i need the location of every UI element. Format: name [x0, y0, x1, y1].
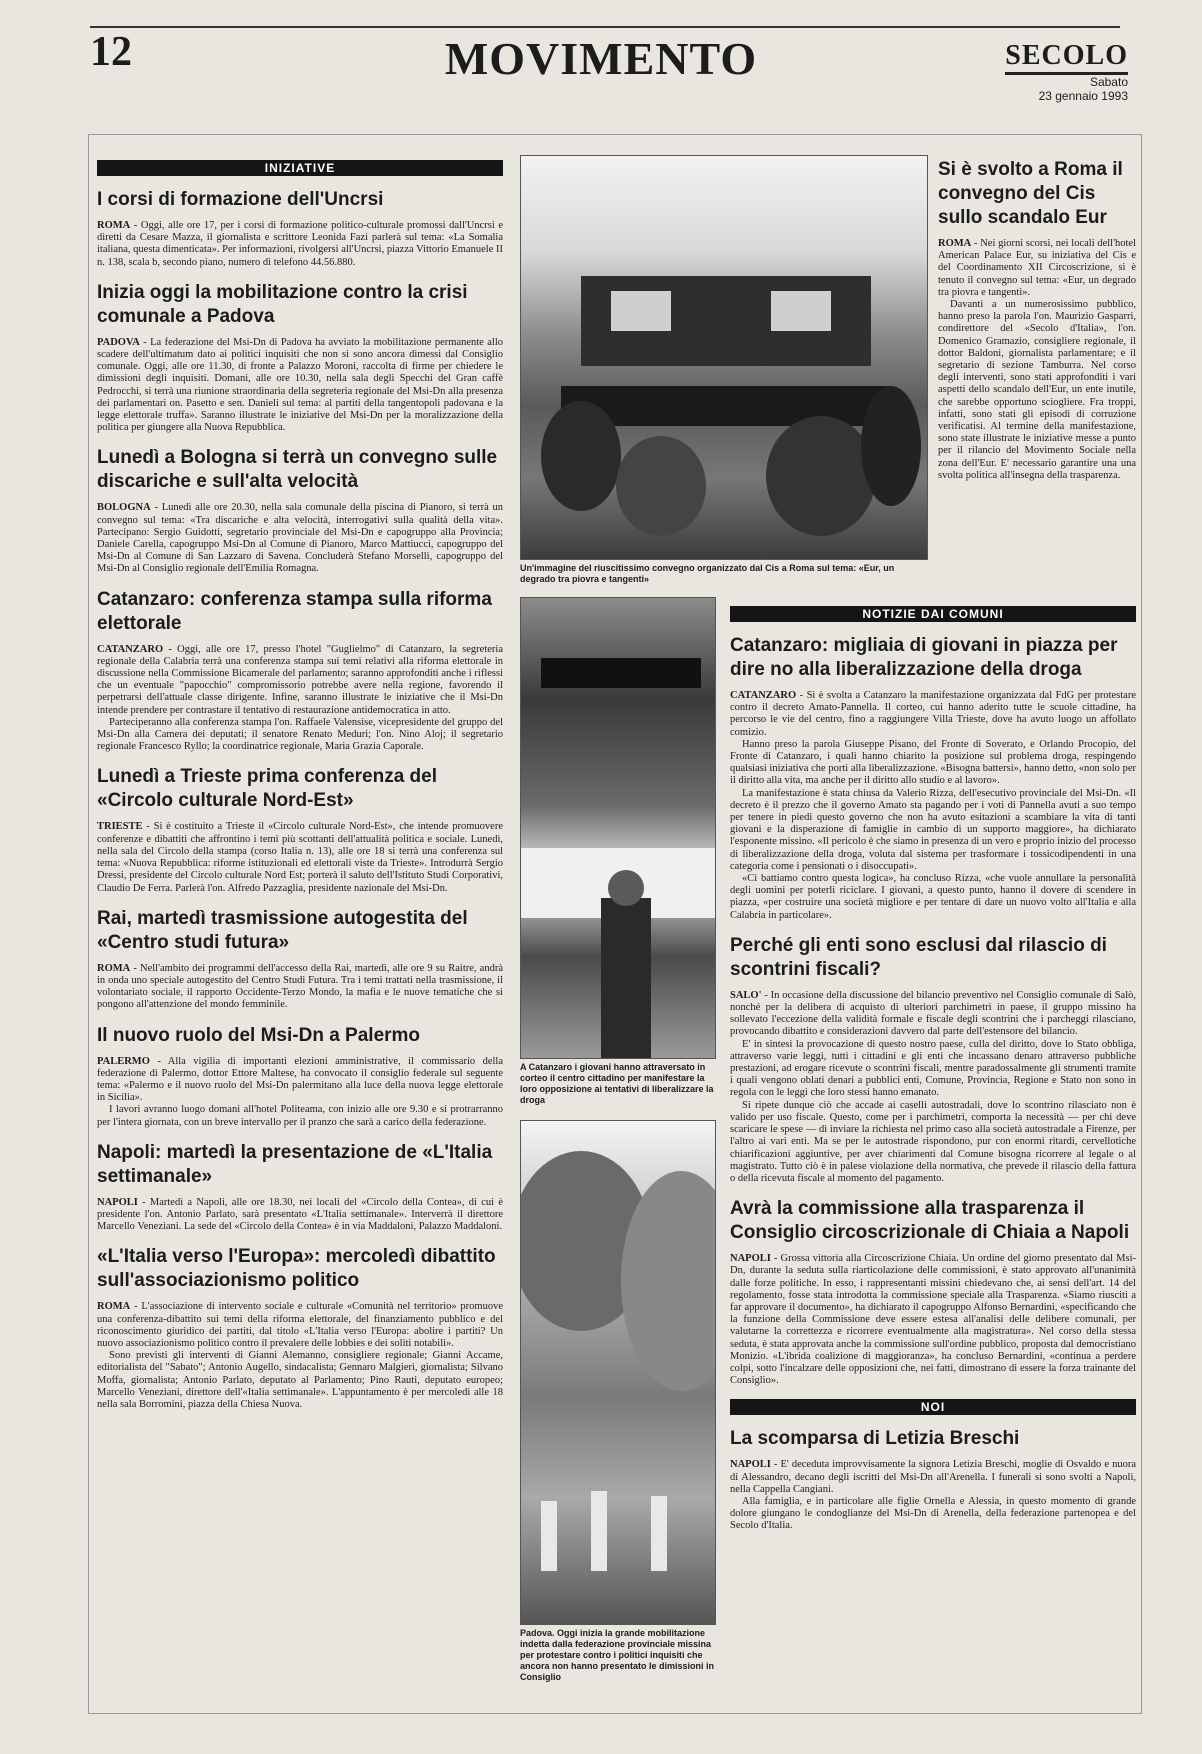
article-text: Nell'ambito dei programmi dell'accesso della Rai, martedì, alle ore 9 su Raitre, andrà in onda uno speciale autogestito del Centro Studi Futura. Tra i temi trattati nella trasmissione, il volontariato sociale, il rapporto Occidente-Terzo Mondo, la mafia e le nuove tematiche che si pongono all'attenzione del mondo femminile. — [97, 962, 503, 1011]
section-kicker: NOTIZIE DAI COMUNI — [730, 606, 1136, 622]
article-text: Si è svolta a Catanzaro la manifestazione organizzata dal FdG per protestare contro il decreto Amato-Pannella. Il corteo, cui hanno aderito tutte le scuole cittadine, ha percorso le vie del centro, fino a raggiungere Villa Trieste, dove ha avuto luogo un affollato comizio. — [730, 690, 1136, 738]
article-text: Si è costituito a Trieste il «Circolo culturale Nord-Est», che intende promuovere conferenze e dibattiti che affrontino i temi più scottanti dell'attualità politica e sociale. Lunedì, nella sala del Circolo della stampa (corso Italia n. 13), alle ore 18 si terrà una conferenza sul tema: «Nuova Repubblica: riforme istituzionali ed elettorali viste da Trieste». Introdurrà Sergio Dressi, presidente del Circolo culturale Nord Est; porterà il saluto dell'Istituto Studi Corporativi, Claudio De Ferra. Parlerà l'on. Alfredo Pazzaglia, presidente nazionale del Msi-Dn. — [97, 821, 504, 894]
article-body: SALO' - In occasione della discussione del bilancio preventivo nel Consiglio comunale di Salò, nonché per la delibera di acquisto di ulteriori parchimetri in paese, il gruppo missino ha sollevato l'eccezione della validità formale e fiscale degli scontrini che i parcheggi rilasciano, provocando dibattito e considerazioni davvero dal parte dell'estensore del bilancio. E' in sintesi la provocazione di questo nostro paese, culla del diritto, dove lo Stato obbliga, attraverso varie leggi, tutti i cittadini e gli enti che incassano denaro attraverso pubbliche prestazioni, ad erogare ricevute o scontrini fiscali, mentre paradossalmente gli strumenti tramite i quali vengono oblati denari a pubblici enti, Comune, Provincia, Regione e Stato non sono in regola con le leggi che loro stessi hanno emanato. Si ripete dunque ciò che accade ai caselli autostradali, dove lo scontrino rilasciato non è valido per uso fiscale. Questo, come per i parchimetri, comporta la necessità — per chi deve scaricare le spese — di inviare la richiesta nel primo caso alla società autostradale a Firenze, per l'altro ai vari enti. Ma se per le autostrade rispondono, pur con enormi ritardi, cervellotiche chiarificazioni aggiuntive, per aver chiarimenti dal Comune bisogna ricorrere al legale o al magistrato. Tutto ciò è in palese violazione della normativa, che prevede il rilascio della fattura o della ricevuta fiscale al momento del pagamento. — [730, 989, 1136, 1184]
headline: Perché gli enti sono esclusi dal rilascio di scontrini fiscali? — [730, 934, 1107, 980]
masthead — [1005, 40, 1128, 103]
article-body: ROMA - Nei giorni scorsi, nei locali dell'hotel American Palace Eur, su iniziativa del Cis e del Coordinamento XII Circoscrizione, si è tenuto il convegno sul tema: «Eur, un degrado tra piovra e tangenti». Davanti a un numerosissimo pubblico, hanno preso la parola l'on. Maurizio Gasparri, condirettore del «Secolo d'Italia», l'on. Domenico Gramazio, consigliere regionale, il dottor Baldoni, giornalista parlamentare; e il segretario di sezione Tamburra. Nel corso degli interventi, sono stati approfonditi i vari aspetti dello scandalo dell'Eur, un ente inutile, che sarebbe opportuno sciogliere. Fra troppi, infatti, sono stati gli episodi di corruzione verificatisi. Al termine della manifestazione, sono state illustrate le iniziative messe a punto per il rilancio del Movimento Sociale nella zona dell'Eur. E' necessario garantire una una svolta politica all'insegna della trasparenza. — [938, 238, 1136, 481]
article-text: Grossa vittoria alla Circoscrizione Chiaia. Un ordine del giorno presentato dal Msi-Dn, durante la seduta sulla riarticolazione delle commissioni, è stato approvato all'unanimità dalle forze politiche. In esso, i rappresentanti missini chiedevano che, ai sensi dell'art. 14 del regolamento, fosse stata introdotta la commissione speciale alla Trasparenza. «Siamo riusciti a far approvare il documento», ha dichiarato il capogruppo Alfonso Bernardini, «specificando che la funzione della Commissione deve essere estesa all'analisi delle delibere comunali, per valutarne la correttezza e ricorrere eventualmente alla magistratura». Nel corso della stessa seduta, è stata approvata anche la commissione sull'ordine pubblico, proposta dal democristiano Monizio. «L'ibrida coalizione di maggioranza», ha concluso Bernardini, «continua a perdere colpi, sotto l'incalzare delle opposizioni che, nei fatti, dimostrano di essere la forza trainante del Consiglio». — [730, 1253, 1136, 1387]
section-kicker: INIZIATIVE — [97, 160, 503, 176]
dateline: PALERMO — [97, 1055, 150, 1067]
article-text: Martedì a Napoli, alle ore 18.30, nei locali del «Circolo della Contea», di cui è presidente l'on. Antonio Parlato, sarà presentato «L'Italia settimanale». Interverrà il direttore Marcello Veneziani. La sede del «Circolo della Contea» è in via Maddaloni, Palazzo Maddaloni. — [97, 1196, 503, 1233]
headline: Inizia oggi la mobilitazione contro la crisi comunale a Padova — [97, 281, 468, 327]
headline: Catanzaro: conferenza stampa sulla riforma elettorale — [97, 588, 492, 634]
article-text: Nei giorni scorsi, nei locali dell'hotel American Palace Eur, su iniziativa del Cis e del Coordinamento XII Circoscrizione, si è tenuto il convegno sul tema: «Eur, un degrado tra piovra e tangenti». — [938, 238, 1136, 298]
article-paragraph: Alla famiglia, e in particolare alle figlie Ornella e Alessia, in questo momento di grande dolore giungano le condoglianze del Msi-Dn di Arenella, della federazione partenopea e del Secolo d'Italia. — [730, 1495, 1136, 1532]
dateline: CATANZARO — [97, 643, 164, 655]
article-body: CATANZARO - Oggi, alle ore 17, presso l'hotel "Guglielmo" di Catanzaro, la segreteria regionale della Calabria terrà una conferenza stampa sui temi relativi alla riforma elettorale in discussione nella Commissione Bicamerale del parlamento; saranno approfonditi anche i riflessi che un eventuale "papocchio" compromissorio potrebbe avere nella regione, favorendo il perpetrarsi dell'attuale classe dirigente. Infine, saranno illustrate le iniziative che il Msi-Dn intende prendere per contrastare il tentativo di restaurazione antidemocratica in atto. Parteciperanno alla conferenza stampa l'on. Raffaele Valensise, vicepresidente del gruppo del Msi-Dn alla Camera dei deputati; il senatore Renato Meduri; l'on. Nino Aloj; il segretario regionale Francesco Ryllo; la coordinatrice regionale, Maria Grazia Caporale. — [97, 643, 503, 753]
photo-caption: A Catanzaro i giovani hanno attraversato in corteo il centro cittadino per manifestare la loro opposizione ai tentativi di liberalizzare la droga — [520, 1062, 714, 1105]
dateline: SALO' — [730, 989, 762, 1001]
dateline: BOLOGNA — [97, 502, 151, 514]
dateline: ROMA — [97, 1301, 131, 1313]
article — [97, 765, 503, 894]
issue-day: Sabato — [1089, 75, 1128, 89]
headline: Si è svolto a Roma il convegno del Cis sullo scandalo Eur — [938, 159, 1123, 228]
article-body: TRIESTE - Si è costituito a Trieste il «Circolo culturale Nord-Est», che intende promuovere conferenze e dibattiti che affrontino i temi più scottanti dell'attualità politica e sociale. Lunedì, nella sala del Circolo della stampa (corso Italia n. 13), alle ore 18 si terrà una conferenza sul tema: «Nuova Repubblica: riforme istituzionali ed elettorali viste da Trieste». Introdurrà Sergio Dressi, presidente del Circolo culturale Nord Est; porterà il saluto dell'Istituto Studi Corporativi, Claudio De Ferra. Parlerà l'on. Alfredo Pazzaglia, presidente nazionale del Msi-Dn. — [97, 821, 504, 894]
article-paragraph: La manifestazione è stata chiusa da Valerio Rizza, dell'esecutivo provinciale del Msi-Dn. «Il decreto è il prezzo che il governo Amato sta pagando per i voti di Pannella avuti a suo tempo per tenere in piedi questo governo che non ha avuto esitazioni a scambiare la vita di tanti giovani e la disperazione di famiglie in cambio di un supporto maggiore», ha dichiarato l'esponente missino. «Il pericolo è che siamo in presenza di un vero e proprio inizio del processo di liberalizzazione della droga, voluta dal sistema per trasformare i tossicodipendenti in una categoria come i pensionati o i disoccupati». — [730, 787, 1136, 872]
article — [97, 907, 503, 1012]
article-paragraph: I lavori avranno luogo domani all'hotel Politeama, con inizio alle ore 9.30 e si protrarranno per l'intera giornata, con un breve intervallo per il pranzo che sarà a carico della federazione. — [97, 1104, 503, 1128]
headline: Napoli: martedì la presentazione de «L'Italia settimanale» — [97, 1141, 493, 1187]
headline: I corsi di formazione dell'Uncrsi — [97, 189, 384, 210]
dateline: ROMA — [97, 220, 131, 231]
article-body: ROMA - Oggi, alle ore 17, per i corsi di formazione politico-culturale promossi dall'Uncrsi e diretti da Cesare Mazza, il giornalista e scrittore Leonida Fazi parlerà sul tema: «La Somalia italiana, questa dimenticata». Per informazioni, rivolgersi all'Uncrsi, piazza Vittorio Emanuele II n. 138, scala b, secondo piano, numero di telefono 44.56.880. — [97, 220, 504, 268]
photo-caption: Un'immagine del riuscitissimo convegno organizzato dal Cis a Roma sul tema: «Eur, un degrado tra piovra e tangenti» — [520, 563, 895, 584]
article-text: Alla vigilia di importanti elezioni amministrative, il commissario della federazione di Palermo, dottor Ettore Maltese, ha convocato il consiglio federale sul seguente tema: «Palermo e il nuovo ruolo del Msi-Dn palermitano alla luce della nuova legge elettorale in Sicilia». — [97, 1055, 503, 1104]
headline: Catanzaro: migliaia di giovani in piazza per dire no alla liberalizzazione della droga — [730, 635, 1118, 680]
article — [730, 634, 1136, 922]
article-paragraph: Hanno preso la parola Giuseppe Pisano, del Fronte di Soverato, e Orlando Procopio, del Fronte di Catanzaro, i quali hanno chiarito la posizione sul problema droga, respingendo qualsiasi iniziativa che porti alla liberalizzazione. «Bisogna battersi», hanno detto, «non solo per il diritto alla vita, ma anche per il diritto allo studio e al lavoro». — [730, 738, 1136, 787]
article-body: CATANZARO - Si è svolta a Catanzaro la manifestazione organizzata dal FdG per protestare contro il decreto Amato-Pannella. Il corteo, cui hanno aderito tutte le scuole cittadine, ha percorso le vie del centro, fino a raggiungere Villa Trieste, dove ha avuto luogo un affollato comizio. Hanno preso la parola Giuseppe Pisano, del Fronte di Soverato, e Orlando Procopio, del Fronte di Catanzaro, i quali hanno chiarito la posizione sul problema droga, respingendo qualsiasi iniziativa che porti alla liberalizzazione. «Bisogna battersi», hanno detto, «non solo per il diritto alla vita, ma anche per il diritto allo studio e al lavoro». La manifestazione è stata chiusa da Valerio Rizza, dell'esecutivo provinciale del Msi-Dn. «Il decreto è il prezzo che il governo Amato sta pagando per i voti di Pannella avuti a suo tempo per tenere in piedi questo governo che non ha avuto esitazioni a scambiare la vita di tanti giovani e la disperazione di famiglie in cambio di un supporto maggiore», ha dichiarato l'esponente missino. «Il pericolo è che siamo in presenza di un vero e proprio inizio del processo di liberalizzazione della droga, voluta dal sistema per trasformare i tossicodipendenti in una categoria come i pensionati o i disoccupati». «Ci battiamo contro questa logica», ha concluso Rizza, «che vuole annullare la personalità degli uomini per poterli riciclare. I giovani, a questo punto, hanno il dovere di scendere in piazza, «per costruire una società migliore e per tentare di dare un nuovo volto all'Italia e alla Calabria in particolare». — [730, 690, 1136, 921]
headline: Avrà la commissione alla trasparenza il Consiglio circoscrizionale di Chiaia a Napoli — [730, 1198, 1130, 1244]
article — [938, 158, 1136, 482]
article-text: Oggi, alle ore 17, presso l'hotel "Guglielmo" di Catanzaro, la segreteria regionale della Calabria terrà una conferenza stampa sui temi relativi alla riforma elettorale in discussione nella Commissione Bicamerale del parlamento; saranno approfonditi anche i riflessi che un eventuale "papocchio" compromissorio potrebbe avere nella regione, favorendo il perpetrarsi dell'attuale classe dirigente. Infine, saranno illustrate le iniziative che il Msi-Dn intende prendere per contrastare il tentativo di restaurazione antidemocratica in atto. — [97, 643, 503, 716]
article-paragraph: Parteciperanno alla conferenza stampa l'on. Raffaele Valensise, vicepresidente del gruppo del Msi-Dn alla Camera dei deputati; il senatore Renato Meduri; l'on. Nino Aloj; il segretario regionale Francesco Ryllo; la coordinatrice regionale, Maria Grazia Caporale. — [97, 716, 503, 753]
padova-photo — [520, 1120, 716, 1625]
section-kicker: NOI — [730, 1399, 1136, 1415]
eur-column — [938, 158, 1136, 494]
article-text: In occasione della discussione del bilancio preventivo nel Consiglio comunale di Salò, nonché per la delibera di acquisto di ulteriori parchimetri in paese, il gruppo missino ha sollevato l'eccezione della validità formale e fiscale degli scontrini che i parcheggi rilasciano, provocando dibattito e considerazioni davvero dal parte dell'estensore del bilancio. — [730, 989, 1136, 1038]
article-paragraph: Sono previsti gli interventi di Gianni Alemanno, consigliere regionale; Gianni Accame, editorialista del "Sabato"; Antonio Augello, sindacalista; Gennaro Malgieri, giornalista; Silvano Moffa, giornalista; Antonio Parlato, deputato al Parlamento; Pino Rauti, deputato europeo; Marcello Veneziani, direttore dell'«Italia settimanale». L'appuntamento è per mercoledì alle 18 nella sala Borromini, piazza della Chiesa Nuova. — [97, 1350, 503, 1410]
demonstration-photo — [520, 597, 716, 1059]
article — [97, 588, 503, 754]
article — [97, 281, 503, 435]
conference-scene-icon — [521, 156, 928, 560]
headline: Rai, martedì trasmissione autogestita del «Centro studi futura» — [97, 907, 468, 953]
article — [97, 188, 503, 269]
dateline: CATANZARO — [730, 690, 797, 701]
headline: Lunedì a Trieste prima conferenza del «Circolo culturale Nord-Est» — [97, 766, 437, 812]
headline: Lunedì a Bologna si terrà un convegno sulle discariche e sull'alta velocità — [97, 447, 498, 493]
dateline: NAPOLI — [730, 1459, 771, 1471]
article-paragraph: Davanti a un numerosissimo pubblico, hanno preso la parola l'on. Maurizio Gasparri, condirettore del «Secolo d'Italia», l'on. Domenico Gramazio, consigliere regionale, il dottor Baldoni, giornalista parlamentare; e il segretario di sezione Tamburra. Nel corso degli interventi, sono stati approfonditi i vari aspetti dello scandalo dell'Eur, un ente inutile, che sarebbe opportuno sciogliere. Fra troppi, infatti, sono stati gli episodi di corruzione verificatisi. Al termine della manifestazione, sono state illustrate le iniziative messe a punto per il rilancio del Movimento Sociale nella zona dell'Eur. E' necessario garantire una una svolta politica all'insegna della trasparenza. — [938, 299, 1136, 481]
crowd-scene-icon — [521, 598, 716, 1059]
headline: La scomparsa di Letizia Breschi — [730, 1428, 1020, 1450]
article-body: PADOVA - La federazione del Msi-Dn di Padova ha avviato la mobilitazione permanente allo scadere dell'ultimatum dato ai politici inquisiti che non si sono ancora dimessi dal Consiglio comunale. Oggi, alle ore 11.30, di fronte a Palazzo Moroni, raccolta di firme per chiedere le dimissioni degli inquisiti. Domani, alle ore 10.30, nella sala degli Specchi del Gran caffè Pedrocchi, si terrà una riunione straordinaria della segreteria regionale del Msi-Dn alla presenza dei parlamentari on. Pasetto e sen. Danieli sul tema: al partiti della tangentopoli padovana e la legge elettorale truffa». Saranno illustrate le iniziative del Msi-Dn per la moralizzazione della politica per giungere alla Nuova Repubblica. — [97, 336, 503, 434]
headline: «L'Italia verso l'Europa»: mercoledì dibattito sull'associazionismo politico — [97, 1246, 496, 1292]
dateline: NAPOLI — [97, 1196, 138, 1208]
article-text: La federazione del Msi-Dn di Padova ha avviato la mobilitazione permanente allo scadere dell'ultimatum dato ai politici inquisiti che non si sono ancora dimessi dal Consiglio comunale. Oggi, alle ore 11.30, di fronte a Palazzo Moroni, raccolta di firme per chiedere le dimissioni degli inquisiti. Domani, alle ore 10.30, nella sala degli Specchi del Gran caffè Pedrocchi, si terrà una riunione straordinaria della segreteria regionale del Msi-Dn alla presenza dei parlamentari on. Pasetto e sen. Danieli sul tema: al partiti della tangentopoli padovana e la legge elettorale truffa». Saranno illustrate le iniziative del Msi-Dn per la moralizzazione della politica per giungere alla Nuova Repubblica. — [97, 336, 503, 434]
iniziative-column — [97, 160, 503, 1423]
article-body: ROMA - Nell'ambito dei programmi dell'accesso della Rai, martedì, alle ore 9 su Raitre, andrà in onda uno speciale autogestito del Centro Studi Futura. Tra i temi trattati nella trasmissione, il volontariato sociale, il rapporto Occidente-Terzo Mondo, la mafia e le nuove tematiche che si pongono all'attenzione del mondo femminile. — [97, 962, 503, 1011]
comuni-column — [730, 606, 1136, 1545]
article — [97, 1024, 503, 1129]
article-text: Lunedì alle ore 20.30, nella sala comunale della piscina di Pianoro, si terrà un convegno sul tema: «Tra discariche e alta velocità, interrogativi sulla qualità della vita». Partecipano: Sergio Guidotti, segretario provinciale del Msi-Dn e capogruppo alla Provincia; Daniele Carella, capogruppo Msi-Dn al Comune di Pianoro, Marco Mattiucci, capogruppo del Msi-Dn al Comune di San Lazzaro di Savena. Concluderà Stefano Morselli, capogruppo del Msi-Dn al Consiglio regionale dell'Emilia Romagna. — [97, 502, 503, 575]
article — [730, 1197, 1136, 1387]
article-body: NAPOLI - E' deceduta improvvisamente la signora Letizia Breschi, moglie di Osvaldo e nuora di Alessandro, decano degli iscritti del Msi-Dn all'Arenella. I funerali si sono svolti a Napoli, nella Cappella Cangiani. Alla famiglia, e in particolare alle figlie Ornella e Alessia, in questo momento di grande dolore giungano le condoglianze del Msi-Dn di Arenella, della federazione partenopea e del Secolo d'Italia. — [730, 1459, 1136, 1532]
article-body: PALERMO - Alla vigilia di importanti elezioni amministrative, il commissario della federazione di Palermo, dottor Ettore Maltese, ha convocato il consiglio federale sul seguente tema: «Palermo e il nuovo ruolo del Msi-Dn palermitano alla luce della nuova legge elettorale in Sicilia». I lavori avranno luogo domani all'hotel Politeama, con inizio alle ore 9.30 e si protrarranno per l'intera giornata, con un breve intervallo per il pranzo che sarà a carico della federazione. — [97, 1055, 503, 1128]
photo-caption: Padova. Oggi inizia la grande mobilitazione indetta dalla federazione provinciale missina per protestare contro i politici inquisiti che ancora non hanno presentato le dimissioni in Consiglio — [520, 1628, 715, 1682]
dateline: PADOVA — [97, 336, 140, 348]
article — [97, 1141, 503, 1234]
article-text: E' deceduta improvvisamente la signora Letizia Breschi, moglie di Osvaldo e nuora di Alessandro, decano degli iscritti del Msi-Dn all'Arenella. I funerali si sono svolti a Napoli, nella Cappella Cangiani. — [730, 1459, 1136, 1495]
garden-scene-icon — [521, 1121, 716, 1625]
dateline: NAPOLI — [730, 1253, 771, 1265]
dateline: TRIESTE — [97, 821, 143, 833]
article-body: NAPOLI - Martedì a Napoli, alle ore 18.30, nei locali del «Circolo della Contea», di cui è presidente l'on. Antonio Parlato, sarà presentato «L'Italia settimanale». Interverrà il direttore Marcello Veneziani. La sede del «Circolo della Contea» è in via Maddaloni, Palazzo Maddaloni. — [97, 1196, 503, 1233]
section-title: MOVIMENTO — [444, 33, 758, 84]
article — [97, 446, 503, 575]
article-text: Oggi, alle ore 17, per i corsi di formazione politico-culturale promossi dall'Uncrsi e diretti da Cesare Mazza, il giornalista e scrittore Leonida Fazi parlerà sul tema: «La Somalia italiana, questa dimenticata». Per informazioni, rivolgersi all'Uncrsi, piazza Vittorio Emanuele II n. 138, scala b, secondo piano, numero di telefono 44.56.880. — [97, 220, 504, 268]
article-body: ROMA - L'associazione di intervento sociale e culturale «Comunità nel territorio» promuove una conferenza-dibattito sui temi della riforma elettorale, del finanziamento pubblico e del riconoscimento giuridico dei partiti, dal titolo «L'Italia verso l'Europa: abolire i partiti? Un nuovo associazionismo politico contro il prevalere delle lobbies e dei soliti notabili». Sono previsti gli interventi di Gianni Alemanno, consigliere regionale; Gianni Accame, editorialista del "Sabato"; Antonio Augello, sindacalista; Gennaro Malgieri, giornalista; Silvano Moffa, giornalista; Antonio Parlato, deputato al Parlamento; Pino Rauti, deputato europeo; Marcello Veneziani, direttore dell'«Italia settimanale». L'appuntamento è per mercoledì alle 18 nella sala Borromini, piazza della Chiesa Nuova. — [97, 1301, 504, 1410]
dateline: ROMA — [97, 962, 131, 974]
article-body: BOLOGNA - Lunedì alle ore 20.30, nella sala comunale della piscina di Pianoro, si terrà un convegno sul tema: «Tra discariche e alta velocità, interrogativi sulla qualità della vita». Partecipano: Sergio Guidotti, segretario provinciale del Msi-Dn e capogruppo alla Provincia; Daniele Carella, capogruppo Msi-Dn al Comune di Pianoro, Marco Mattiucci, capogruppo del Msi-Dn al Comune di San Lazzaro di Savena. Concluderà Stefano Morselli, capogruppo del Msi-Dn al Consiglio regionale dell'Emilia Romagna. — [97, 502, 503, 575]
article-text: L'associazione di intervento sociale e culturale «Comunità nel territorio» promuove una conferenza-dibattito sui temi della riforma elettorale, del finanziamento pubblico e del riconoscimento giuridico dei partiti, dal titolo «L'Italia verso l'Europa: abolire i partiti? Un nuovo associazionismo politico contro il prevalere delle lobbies e dei soliti notabili». — [97, 1301, 504, 1349]
article-paragraph: Si ripete dunque ciò che accade ai caselli autostradali, dove lo scontrino rilasciato non è valido per uso fiscale. Questo, come per i parchimetri, comporta la necessità — per chi deve scaricare le spese — di inviare la richiesta nel primo caso alla società autostradale a Firenze, per l'altro ai vari enti. Ma se per le autostrade rispondono, pur con enormi ritardi, cervellotiche chiarificazioni aggiuntive, per aver chiarimenti dal Comune bisogna ricorrere al legale o al magistrato. Tutto ciò è in palese violazione della normativa, che prevede il rilascio della fattura o della ricevuta fiscale al momento del pagamento. — [730, 1099, 1136, 1184]
issue-date: 23 gennaio 1993 — [1038, 89, 1128, 103]
article-paragraph: E' in sintesi la provocazione di questo nostro paese, culla del diritto, dove lo Stato obbliga, attraverso varie leggi, tutti i cittadini e gli enti che incassano denaro attraverso pubbliche prestazioni, ad erogare ricevute o scontrini fiscali, mentre paradossalmente gli strumenti tramite i quali vengono oblati denari a pubblici enti, Comune, Provincia, Regione e Stato non sono in regola con le leggi che loro stessi hanno emanato. — [730, 1038, 1136, 1099]
article — [730, 1427, 1136, 1532]
paper-name: SECOLO — [1005, 40, 1128, 75]
article — [97, 1245, 503, 1411]
conference-photo — [520, 155, 928, 560]
article — [730, 934, 1136, 1185]
dateline: ROMA — [938, 238, 972, 249]
article-paragraph: «Ci battiamo contro questa logica», ha concluso Rizza, «che vuole annullare la personalità degli uomini per poterli riciclare. I giovani, a questo punto, hanno il dovere di scendere in piazza, «per costruire una società migliore e per tentare di dare un nuovo volto all'Italia e alla Calabria in particolare». — [730, 873, 1136, 921]
top-rule — [90, 26, 1120, 28]
article-body: NAPOLI - Grossa vittoria alla Circoscrizione Chiaia. Un ordine del giorno presentato dal Msi-Dn, durante la seduta sulla riarticolazione delle commissioni, è stato approvato all'unanimità dalle forze politiche. In esso, i rappresentanti missini chiedevano che, ai sensi dell'art. 14 del regolamento, fosse stata introdotta la commissione speciale alla Trasparenza. «Siamo riusciti a far approvare il documento», ha dichiarato il capogruppo Alfonso Bernardini, «specificando che la funzione della Commissione deve essere estesa all'analisi delle delibere comunali, per valutarne la correttezza e ricorrere eventualmente alla magistratura». Nel corso della stessa seduta, è stata approvata anche la commissione sull'ordine pubblico, proposta dal democristiano Monizio. «L'ibrida coalizione di maggioranza», ha concluso Bernardini, «continua a perdere colpi, sotto l'incalzare delle opposizioni che, nei fatti, dimostrano di essere la forza trainante del Consiglio». — [730, 1253, 1136, 1387]
page-number: 12 — [90, 29, 132, 75]
headline: Il nuovo ruolo del Msi-Dn a Palermo — [97, 1024, 421, 1046]
